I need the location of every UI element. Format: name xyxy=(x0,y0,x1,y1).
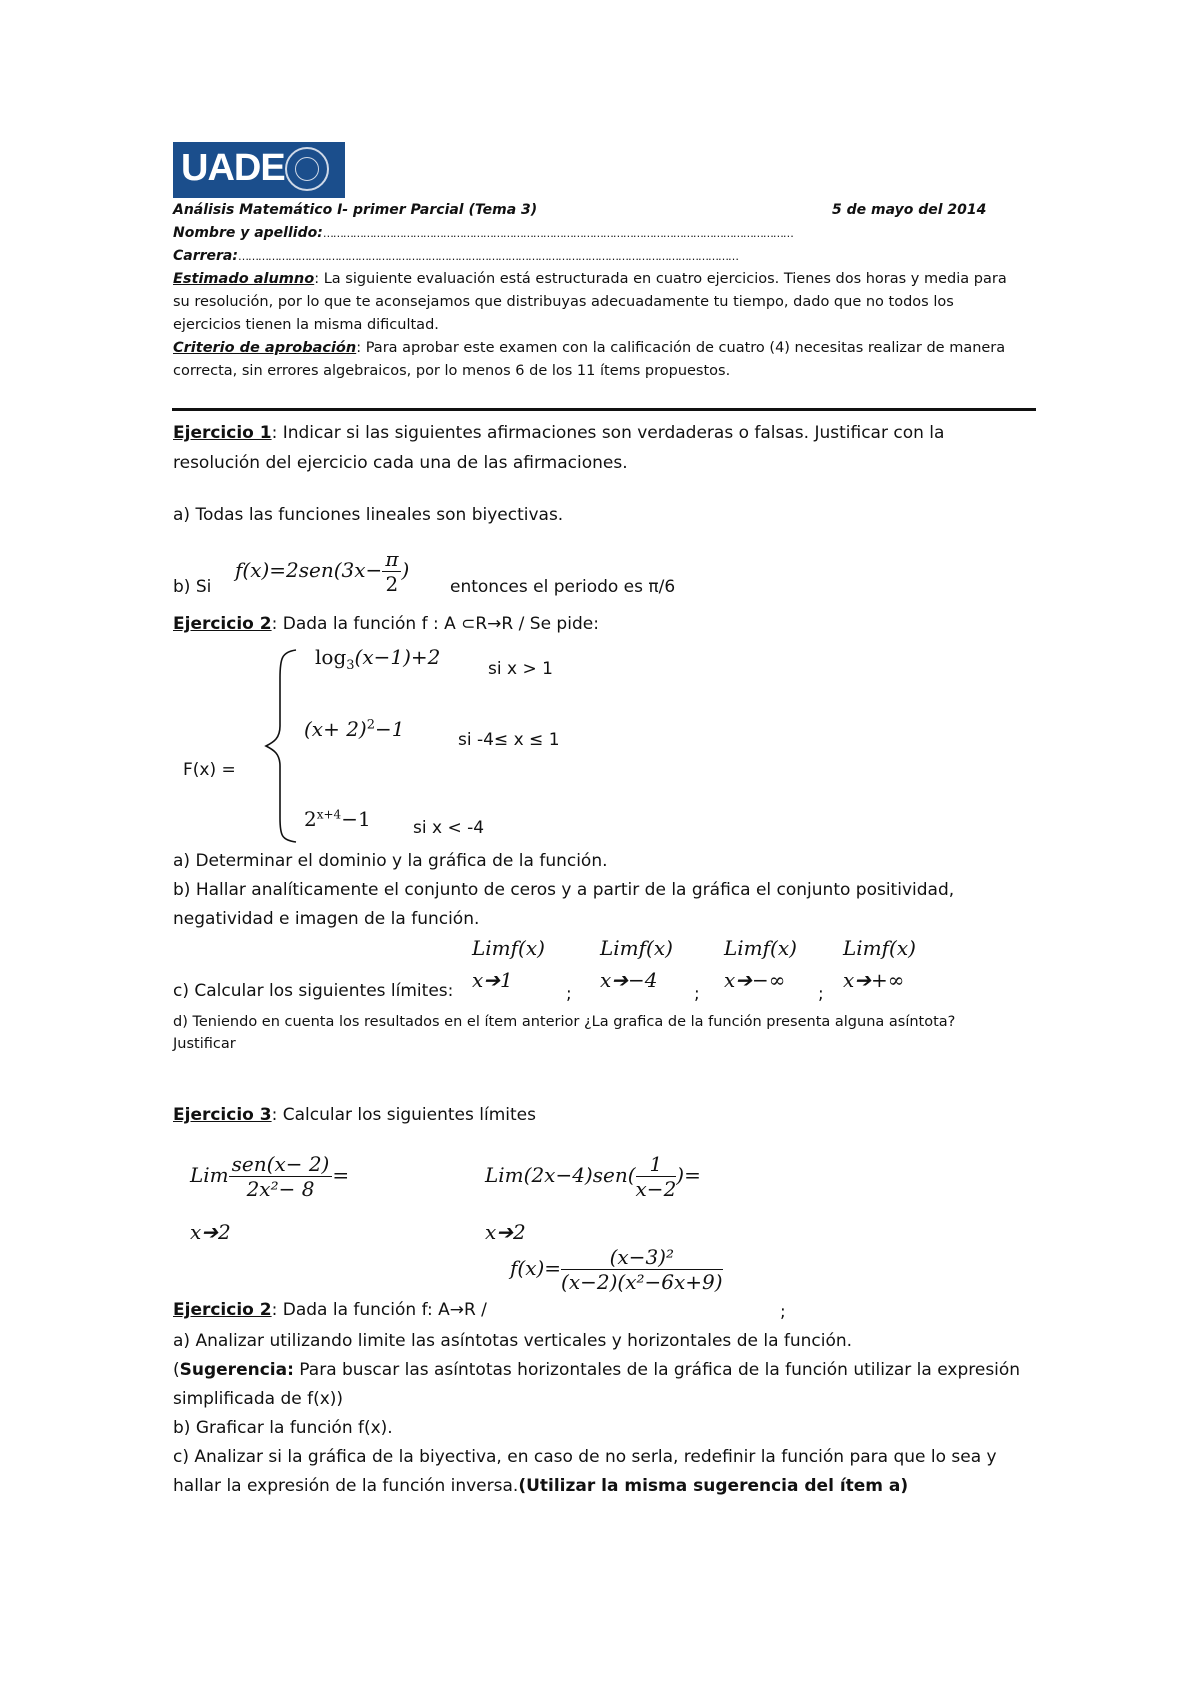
piece1-base: 3 xyxy=(346,658,355,673)
limit-3-top: Limf(x) xyxy=(724,936,797,960)
criterio-paragraph xyxy=(173,337,1005,383)
ex2-intro-text: : Dada la función f : A ⊂R→R / Se pide: xyxy=(271,614,599,634)
criterio-line1: : Para aprobar este examen con la calificación de cuatro (4) necesitas realizar de manera xyxy=(356,340,1006,356)
ex4-f-den: (x−2)(x²−6x+9) xyxy=(561,1270,723,1294)
estimado-label: Estimado alumno xyxy=(173,271,315,287)
ex4-sug-open: ( xyxy=(173,1360,180,1380)
piece2-exp: 2 xyxy=(366,717,376,733)
career-dots: …………………………………………………………………………………………………………………………………… xyxy=(237,250,738,263)
ex3-limit-2 xyxy=(485,1152,701,1201)
ex4-intro-text: : Dada la función f: A→R / xyxy=(271,1300,487,1320)
ex4-sug-label: Sugerencia: xyxy=(179,1360,294,1380)
divider xyxy=(172,408,1036,411)
separator-3: ; xyxy=(818,984,824,1004)
ex1-item-b-prefix: b) Si xyxy=(173,577,212,597)
ex1-line1: : Indicar si las siguientes afirmaciones son verdaderas o falsas. Justificar con la xyxy=(271,423,945,443)
ex4-item-c-line2: hallar la expresión de la función inversa. xyxy=(173,1476,519,1496)
name-field xyxy=(173,225,793,241)
fx-label: F(x) = xyxy=(183,760,236,780)
ex4-intro xyxy=(173,1300,487,1320)
piece1-condition: si x > 1 xyxy=(488,659,553,679)
estimado-line3: ejercicios tienen la misma dificultad. xyxy=(173,317,439,333)
ex3-lim2-left: Lim(2x−4)sen( xyxy=(485,1163,636,1187)
ex1-line2: resolución del ejercicio cada una de las afirmaciones. xyxy=(173,453,628,473)
piece1-formula xyxy=(315,645,440,673)
estimado-line2: su resolución, por lo que te aconsejamos que distribuyas adecuadamente tu tiempo, dado que no todos los xyxy=(173,294,954,310)
limit-1-top: Limf(x) xyxy=(472,936,545,960)
name-label: Nombre y apellido: xyxy=(173,225,323,241)
piece2-base: (x+ 2) xyxy=(304,717,367,741)
ex1-formula xyxy=(235,547,409,596)
ex3-intro-text: : Calcular los siguientes límites xyxy=(271,1105,536,1125)
ex2-intro xyxy=(173,614,599,634)
piece3-rest: −1 xyxy=(341,807,371,831)
piece3-formula xyxy=(304,807,371,831)
ex3-lim2-right: )= xyxy=(676,1163,701,1187)
ex4-item-c-line1: c) Analizar si la gráfica de la biyectiva, en caso de no serla, redefinir la función para que lo sea y xyxy=(173,1447,997,1467)
ex3-lim2-den: x−2 xyxy=(635,1177,677,1201)
limit-4-bottom: x➔+∞ xyxy=(843,968,905,992)
ex3-intro xyxy=(173,1105,536,1125)
ex2-item-b-line1: b) Hallar analíticamente el conjunto de ceros y a partir de la gráfica el conjunto positividad, xyxy=(173,880,955,900)
ex1-title: Ejercicio 1 xyxy=(173,423,272,443)
limit-3-bottom: x➔−∞ xyxy=(724,968,786,992)
ex3-lim1-num: sen(x− 2) xyxy=(229,1152,333,1177)
piece1-rest: (x−1)+2 xyxy=(354,645,441,669)
ex2-item-d-line2: Justificar xyxy=(173,1036,236,1052)
course-title: Análisis Matemático I- primer Parcial (Tema 3) xyxy=(173,202,538,218)
ex1-statement xyxy=(173,418,944,478)
estimado-line1: : La siguiente evaluación está estructurada en cuatro ejercicios. Tienes dos horas y media para xyxy=(314,271,1007,287)
piece3-base: 2 xyxy=(304,807,317,831)
ex3-lim2-fraction xyxy=(636,1152,677,1201)
ex3-lim2-sub: x➔2 xyxy=(485,1220,526,1244)
piece2-condition: si -4≤ x ≤ 1 xyxy=(458,730,560,750)
ex4-sug-text: Para buscar las asíntotas horizontales de la gráfica de la función utilizar la expresión xyxy=(293,1360,1021,1380)
ex4-items xyxy=(173,1327,1020,1501)
piece2-rest: −1 xyxy=(375,717,405,741)
exam-date: 5 de mayo del 2014 xyxy=(832,202,987,218)
piece2-formula xyxy=(304,717,405,741)
ex1-item-a: a) Todas las funciones lineales son biyectivas. xyxy=(173,505,564,525)
ex4-sug-line2: simplificada de f(x)) xyxy=(173,1389,344,1409)
ex2-item-a: a) Determinar el dominio y la gráfica de la función. xyxy=(173,851,608,871)
ex2-item-c-label: c) Calcular los siguientes límites: xyxy=(173,981,454,1001)
career-field xyxy=(173,248,738,264)
separator-2: ; xyxy=(694,984,700,1004)
ex2-item-b-line2: negatividad e imagen de la función. xyxy=(173,909,480,929)
ex4-item-c-bold: (Utilizar la misma sugerencia del ítem a) xyxy=(518,1476,909,1496)
ex3-lim1-eq: = xyxy=(332,1163,350,1187)
ex3-lim1-word: Lim xyxy=(190,1163,229,1187)
ex4-f-num: (x−3)² xyxy=(561,1245,723,1270)
ex4-formula-end: ; xyxy=(780,1302,786,1322)
limit-1-bottom: x➔1 xyxy=(472,968,513,992)
ex1-frac-den: 2 xyxy=(385,572,399,596)
ex4-fraction xyxy=(561,1245,723,1294)
separator-1: ; xyxy=(566,984,572,1004)
ex1-item-b-suffix: entonces el periodo es π/6 xyxy=(450,577,676,597)
criterio-line2: correcta, sin errores algebraicos, por lo menos 6 de los 11 ítems propuestos. xyxy=(173,363,731,379)
ex2-title: Ejercicio 2 xyxy=(173,614,272,634)
career-label: Carrera: xyxy=(173,248,238,264)
piece1-log: log xyxy=(315,645,347,669)
ex4-title: Ejercicio 2 xyxy=(173,1300,272,1320)
ex3-title: Ejercicio 3 xyxy=(173,1105,272,1125)
name-dots: …………………………………………………………………………………………………………………………… xyxy=(322,227,793,240)
piece3-condition: si x < -4 xyxy=(413,818,485,838)
ex1-formula-right: ) xyxy=(401,558,410,582)
ex3-limit-1 xyxy=(190,1152,349,1201)
ex1-frac-num: π xyxy=(382,547,401,572)
criterio-label: Criterio de aprobación xyxy=(173,340,357,356)
ex4-item-b: b) Graficar la función f(x). xyxy=(173,1418,393,1438)
limit-4-top: Limf(x) xyxy=(843,936,916,960)
ex3-lim1-fraction xyxy=(229,1152,333,1201)
piecewise-brace xyxy=(262,648,302,844)
ex1-formula-left: f(x)=2sen(3x− xyxy=(235,558,383,582)
ex3-lim2-num: 1 xyxy=(636,1152,677,1177)
limit-2-top: Limf(x) xyxy=(600,936,673,960)
ex4-f-left: f(x)= xyxy=(510,1256,562,1280)
ex3-lim1-den: 2x²− 8 xyxy=(246,1177,315,1201)
ex2-items-ab xyxy=(173,847,954,934)
limit-2-bottom: x➔−4 xyxy=(600,968,658,992)
university-seal-icon xyxy=(285,147,329,191)
logo-text: UADE xyxy=(181,147,285,189)
estimado-paragraph xyxy=(173,268,1007,337)
ex1-fraction xyxy=(382,547,401,596)
ex2-item-d xyxy=(173,1011,955,1055)
uade-logo xyxy=(173,142,345,198)
ex2-item-d-line1: d) Teniendo en cuenta los resultados en el ítem anterior ¿La grafica de la función presenta alguna asíntota? xyxy=(173,1014,956,1030)
ex4-formula xyxy=(510,1245,723,1294)
ex4-item-a: a) Analizar utilizando limite las asíntotas verticales y horizontales de la función. xyxy=(173,1331,853,1351)
ex3-lim1-sub: x➔2 xyxy=(190,1220,231,1244)
piece3-exp: x+4 xyxy=(316,807,342,822)
